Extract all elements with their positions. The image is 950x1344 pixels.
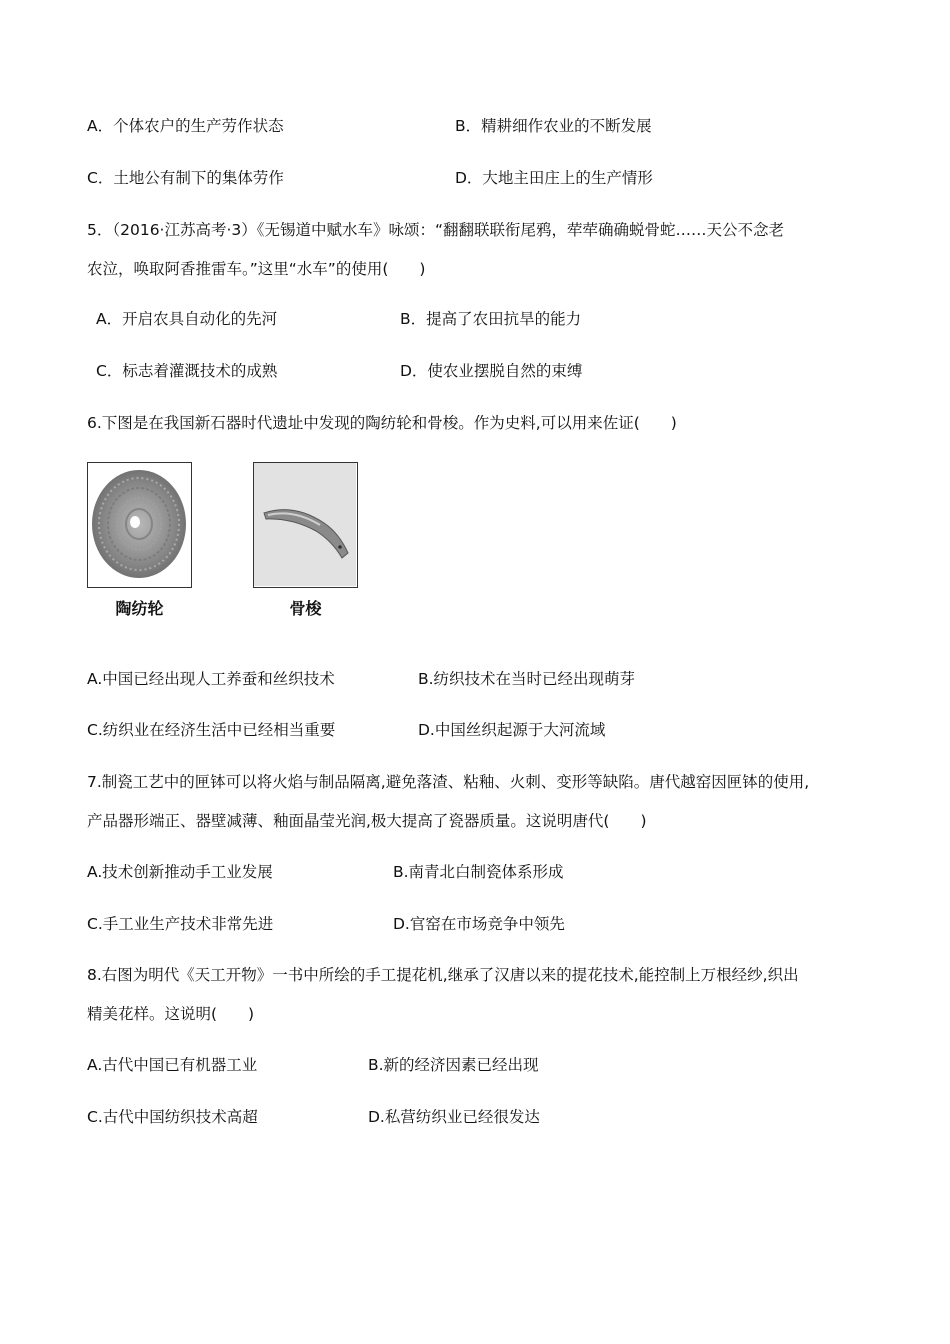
q8-stem-line2: 精美花样。这说明( ) bbox=[87, 1005, 255, 1023]
q7-option-d: D.官窑在市场竞争中领先 bbox=[393, 915, 565, 933]
bone-shuttle-figure bbox=[253, 462, 358, 588]
q4-option-a: A．个体农户的生产劳作状态 bbox=[87, 117, 284, 135]
q6-option-c: C.纺织业在经济生活中已经相当重要 bbox=[87, 721, 336, 739]
bone-shuttle-image bbox=[254, 463, 356, 586]
q7-option-b: B.南青北白制瓷体系形成 bbox=[393, 863, 564, 881]
q4-option-b: B．精耕细作农业的不断发展 bbox=[455, 117, 652, 135]
pottery-spinning-wheel-image bbox=[88, 463, 190, 586]
q8-option-c: C.古代中国纺织技术高超 bbox=[87, 1108, 258, 1126]
q5-option-c: C．标志着灌溉技术的成熟 bbox=[96, 362, 278, 380]
q7-option-c: C.手工业生产技术非常先进 bbox=[87, 915, 274, 933]
q6-stem: 6.下图是在我国新石器时代遗址中发现的陶纺轮和骨梭。作为史料,可以用来佐证( ) bbox=[87, 414, 677, 432]
q8-option-d: D.私营纺织业已经很发达 bbox=[368, 1108, 540, 1126]
figure1-caption: 陶纺轮 bbox=[115, 599, 164, 618]
q7-stem-line1: 7.制瓷工艺中的匣钵可以将火焰与制品隔离,避免落渣、粘釉、火刺、变形等缺陷。唐代越窑因匣钵的使用, bbox=[87, 773, 810, 791]
q8-stem-line1: 8.右图为明代《天工开物》一书中所绘的手工提花机,继承了汉唐以来的提花技术,能控制上万根经纱,织出 bbox=[87, 966, 799, 984]
q7-stem-line2: 产品器形端正、器壁减薄、釉面晶莹光润,极大提高了瓷器质量。这说明唐代( ) bbox=[87, 812, 647, 830]
spinning-wheel-figure bbox=[87, 462, 192, 588]
q5-option-d: D．使农业摆脱自然的束缚 bbox=[400, 362, 583, 380]
q7-option-a: A.技术创新推动手工业发展 bbox=[87, 863, 273, 881]
q5-stem-line1: 5．（2016·江苏高考·3）《无锡道中赋水车》咏颂：“翻翻联联衔尾鸦，荦荦确确蜕骨蛇……天公不念老 bbox=[87, 221, 785, 239]
q5-option-a: A．开启农具自动化的先河 bbox=[96, 310, 278, 328]
figure2-caption: 骨梭 bbox=[289, 599, 322, 618]
q5-option-b: B．提高了农田抗旱的能力 bbox=[400, 310, 582, 328]
q8-option-b: B.新的经济因素已经出现 bbox=[368, 1056, 539, 1074]
q6-option-d: D.中国丝织起源于大河流域 bbox=[418, 721, 606, 739]
q6-option-b: B.纺织技术在当时已经出现萌芽 bbox=[418, 670, 636, 688]
q8-option-a: A.古代中国已有机器工业 bbox=[87, 1056, 258, 1074]
q6-option-a: A.中国已经出现人工养蚕和丝织技术 bbox=[87, 670, 335, 688]
q4-option-c: C．土地公有制下的集体劳作 bbox=[87, 169, 284, 187]
q5-stem-line2: 农泣，唤取阿香推雷车。”这里“水车”的使用( ) bbox=[87, 260, 426, 278]
q4-option-d: D．大地主田庄上的生产情形 bbox=[455, 169, 653, 187]
